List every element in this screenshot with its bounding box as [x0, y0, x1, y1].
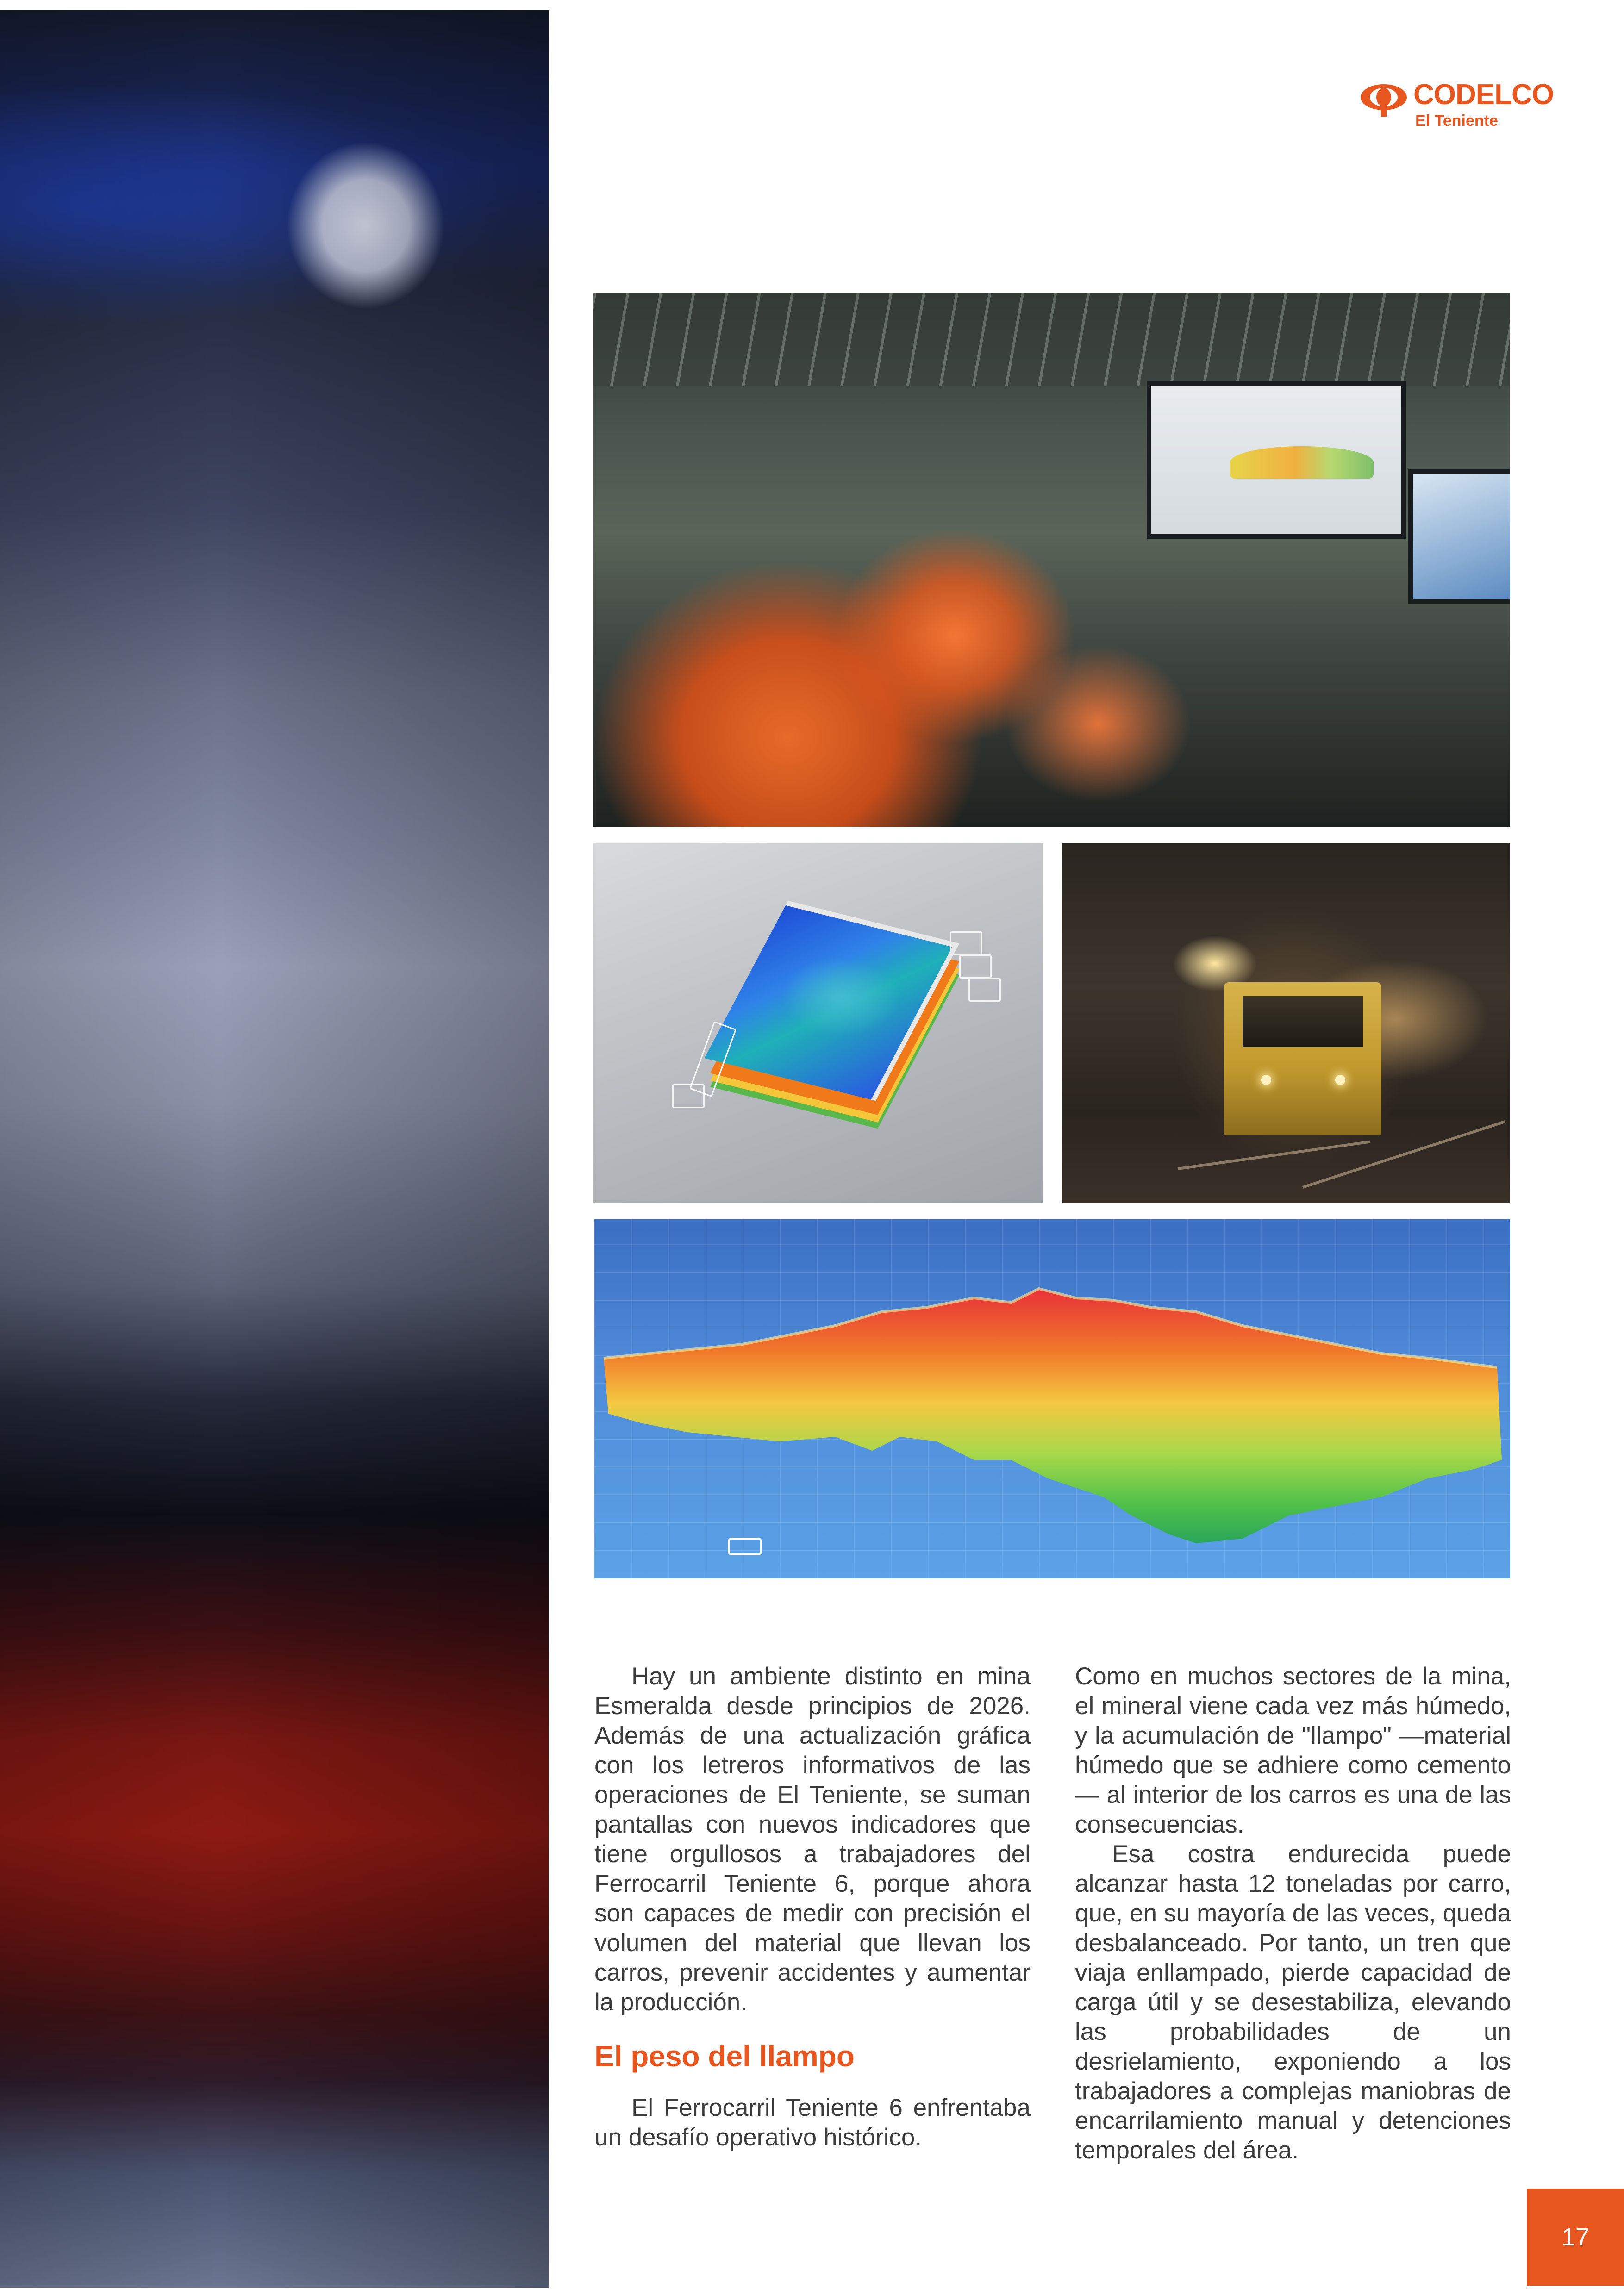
side-monitor	[1408, 469, 1510, 604]
codelco-logo	[1359, 78, 1558, 133]
logo-subtitle: El Teniente	[1415, 112, 1498, 130]
bucket-3d-render-photo	[593, 843, 1043, 1203]
locomotive	[1224, 982, 1381, 1135]
rail-track	[1178, 1141, 1371, 1170]
headlamp	[1261, 1075, 1271, 1085]
wall-monitor	[1147, 381, 1406, 539]
dimension-label	[959, 954, 992, 979]
photo-haze-overlay	[0, 10, 549, 2288]
scan-surface	[594, 1219, 1510, 1578]
bucket-3d-model	[705, 901, 960, 1101]
logo-name: CODELCO	[1413, 79, 1554, 111]
dimension-label	[672, 1084, 705, 1108]
page-number: 17	[1527, 2189, 1624, 2286]
article-paragraph-crust: Esa costra endurecida puede alcanzar hasta 12 toneladas por carro, que, en su mayoría de las veces, queda desbalanceado. Por tanto, un tren que viaja enllampado, pierde capacidad de carga útil y se desestabiliza, elevando las probabilidades de un desrielamiento, exponiendo a los trabajadores a complejas maniobras de encarrilamiento manual y detenciones temporales del área.	[1075, 1840, 1511, 2164]
dimension-label	[950, 931, 982, 955]
heatmap-3d-scan-photo	[594, 1219, 1510, 1578]
locomotive-window	[1243, 996, 1363, 1047]
article-paragraph-challenge-continued: Como en muchos sectores de la mina, el mineral viene cada vez más húmedo, y la acumulación de "llampo" —material húmedo que se adhiere como cemento— al interior de los carros es una de las consecuencias.	[1075, 1663, 1511, 1838]
article-paragraph-challenge: El Ferrocarril Teniente 6 enfrentaba un desafío operativo histórico.	[594, 2094, 1031, 2151]
codelco-logo-mark-icon	[1359, 81, 1409, 118]
article-column-right	[1075, 1662, 1511, 2165]
scan-marker	[729, 1539, 761, 1554]
article-column-left	[594, 1662, 1031, 2152]
headlamp	[1335, 1075, 1345, 1085]
heat-surface-shape	[604, 1289, 1502, 1543]
control-room-photo	[593, 293, 1510, 827]
tunnel-locomotive-photo	[1062, 843, 1510, 1203]
left-blurred-photo	[0, 10, 549, 2288]
dimension-label	[968, 978, 1001, 1002]
article-paragraph-intro: Hay un ambiente distinto en mina Esmeralda desde principios de 2026. Además de una actualización gráfica con los letreros informativos de las operaciones de El Teniente, se suman pantallas con nuevos indicadores que tiene orgullosos a trabajadores del Ferrocarril Teniente 6, porque ahora son capaces de medir con precisión el volumen del material que llevan los carros, prevenir accidentes y aumentar la producción.	[594, 1663, 1031, 2016]
section-title: El peso del llampo	[594, 2039, 855, 2073]
monitor-3d-render	[1230, 446, 1374, 479]
ceiling-structure	[593, 293, 1510, 386]
